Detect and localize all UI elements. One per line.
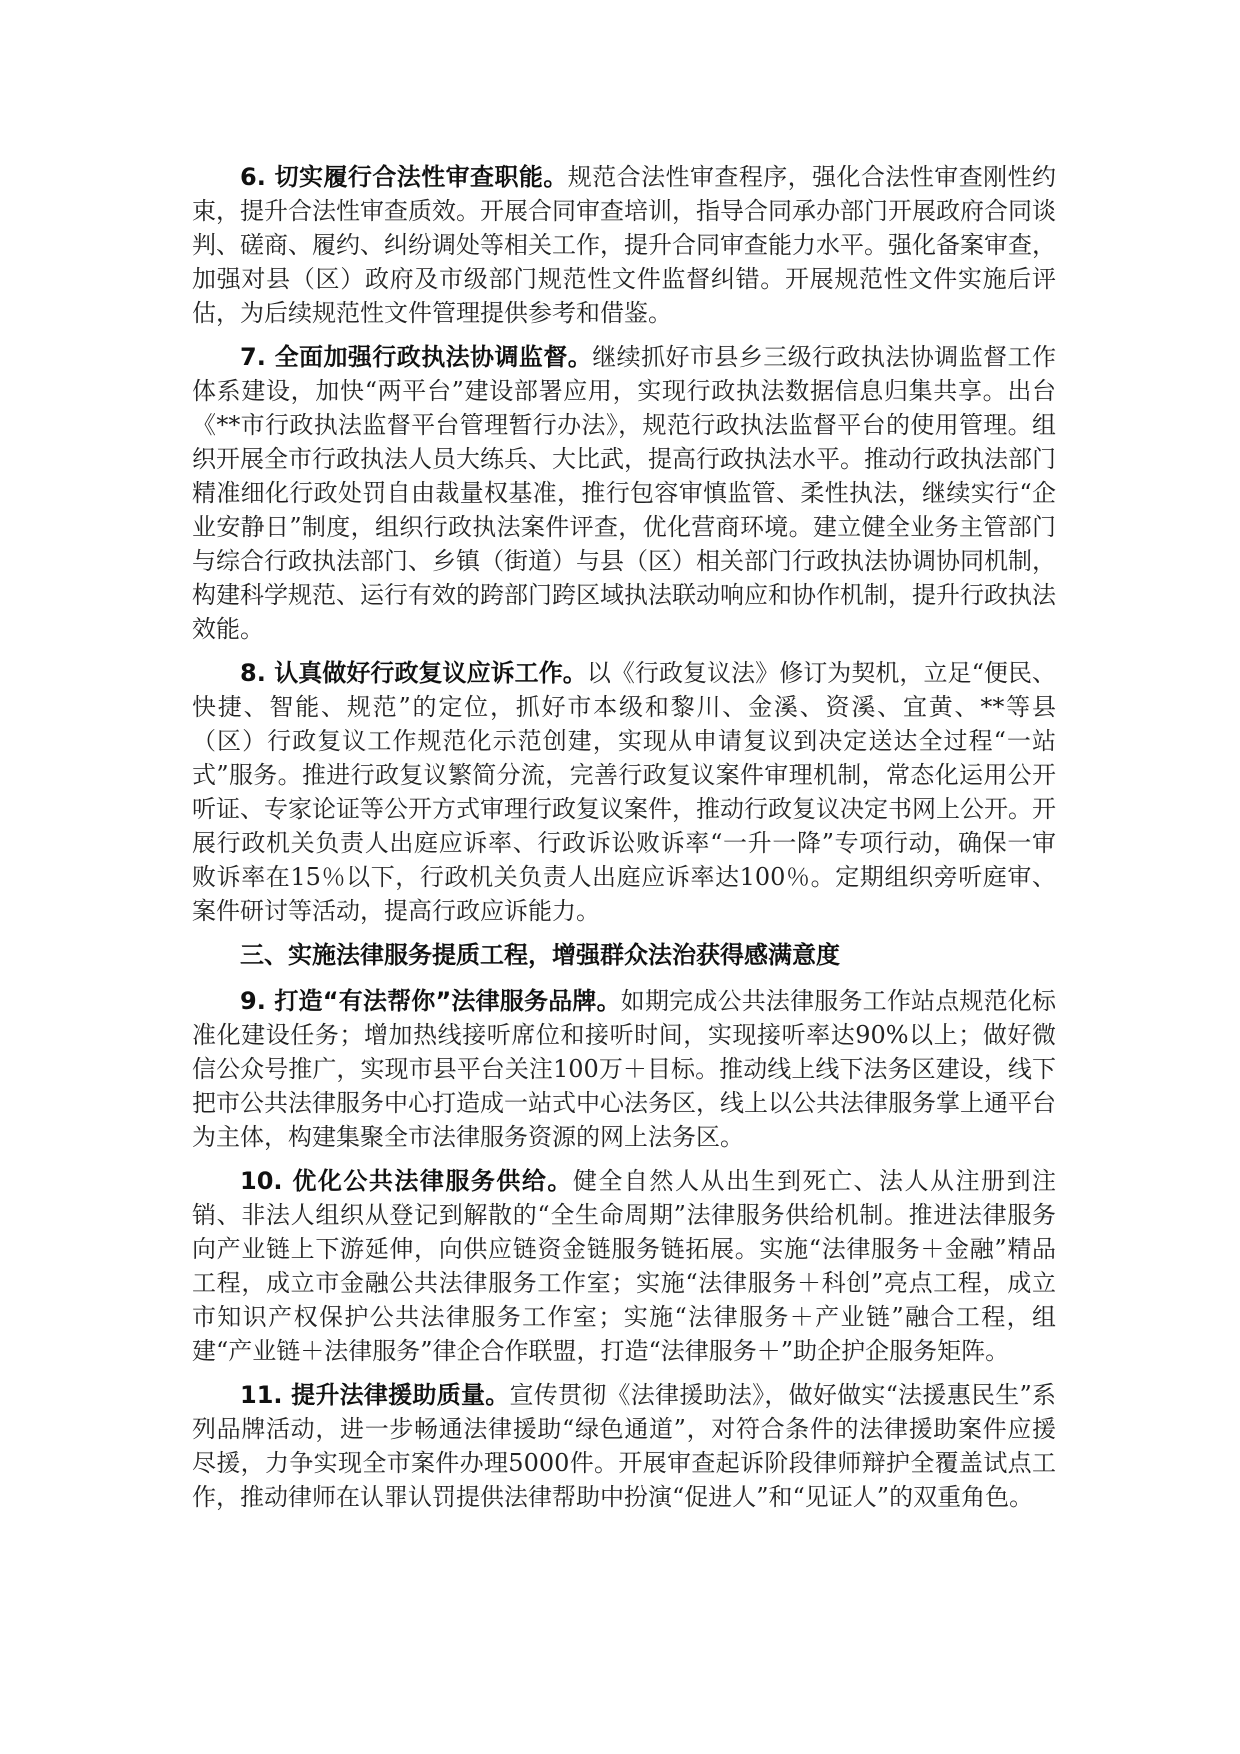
item-body: 健全自然人从出生到死亡、法人从注册到注销、非法人组织从登记到解散的“全生命周期”法律服务供给机制。推进法律服务向产业链上下游延伸，向供应链资金链服务链拓展。实施“法律服务＋金融”精品工程，成立市金融公共法律服务工作室；实施“法律服务＋科创”亮点工程，成立市知识产权保护公共法律服务工作室；实施“法律服务＋产业链”融合工程，组建“产业链＋法律服务”律企合作联盟，打造“法律服务＋”助企护企服务矩阵。: [192, 1167, 1056, 1365]
item-body: 继续抓好市县乡三级行政执法协调监督工作体系建设，加快“两平台”建设部署应用，实现行政执法数据信息归集共享。出台《**市行政执法监督平台管理暂行办法》，规范行政执法监督平台的使用管理。组织开展全市行政执法人员大练兵、大比武，提高行政执法水平。推动行政执法部门精准细化行政处罚自由裁量权基准，推行包容审慎监管、柔性执法，继续实行“企业安静日”制度，组织行政执法案件评查，优化营商环境。建立健全业务主管部门与综合行政执法部门、乡镇（街道）与县（区）相关部门行政执法协调协同机制，构建科学规范、运行有效的跨部门跨区域执法联动响应和协作机制，提升行政执法效能。: [192, 343, 1057, 643]
item-heading: 8. 认真做好行政复议应诉工作。: [240, 659, 587, 687]
paragraph-item-6: [192, 160, 1056, 330]
item-heading: 6. 切实履行合法性审查职能。: [240, 163, 568, 191]
paragraph-item-7: [192, 340, 1056, 646]
paragraph-item-11: [192, 1378, 1056, 1514]
item-body: 如期完成公共法律服务工作站点规范化标准化建设任务；增加热线接听席位和接听时间，实现接听率达90%以上；做好微信公众号推广，实现市县平台关注100万＋目标。推动线上线下法务区建设，线下把市公共法律服务中心打造成一站式中心法务区，线上以公共法律服务掌上通平台为主体，构建集聚全市法律服务资源的网上法务区。: [192, 987, 1057, 1151]
item-heading: 10. 优化公共法律服务供给。: [240, 1167, 573, 1195]
section-heading: 三、实施法律服务提质工程，增强群众法治获得感满意度: [240, 941, 840, 969]
item-heading: 11. 提升法律援助质量。: [240, 1381, 510, 1409]
item-heading: 9. 打造“有法帮你”法律服务品牌。: [240, 987, 621, 1015]
item-body: 规范合法性审查程序，强化合法性审查刚性约束，提升合法性审查质效。开展合同审查培训，指导合同承办部门开展政府合同谈判、磋商、履约、纠纷调处等相关工作，提升合同审查能力水平。强化备案审查，加强对县（区）政府及市级部门规范性文件监督纠错。开展规范性文件实施后评估，为后续规范性文件管理提供参考和借鉴。: [192, 163, 1057, 327]
paragraph-item-8: [192, 656, 1056, 928]
document-page: [192, 160, 1056, 1524]
paragraph-item-9: [192, 984, 1056, 1154]
item-body: 以《行政复议法》修订为契机，立足“便民、快捷、智能、规范”的定位，抓好市本级和黎川、金溪、资溪、宜黄、**等县（区）行政复议工作规范化示范创建，实现从申请复议到决定送达全过程“一站式”服务。推进行政复议繁简分流，完善行政复议案件审理机制，常态化运用公开听证、专家论证等公开方式审理行政复议案件，推动行政复议决定书网上公开。开展行政机关负责人出庭应诉率、行政诉讼败诉率“一升一降”专项行动，确保一审败诉率在15％以下，行政机关负责人出庭应诉率达100％。定期组织旁听庭审、案件研讨等活动，提高行政应诉能力。: [192, 659, 1056, 925]
item-body: 宣传贯彻《法律援助法》，做好做实“法援惠民生”系列品牌活动，进一步畅通法律援助“绿色通道”，对符合条件的法律援助案件应援尽援，力争实现全市案件办理5000件。开展审查起诉阶段律师辩护全覆盖试点工作，推动律师在认罪认罚提供法律帮助中扮演“促进人”和“见证人”的双重角色。: [192, 1381, 1057, 1511]
item-heading: 7. 全面加强行政执法协调监督。: [240, 343, 593, 371]
paragraph-item-10: [192, 1164, 1056, 1368]
